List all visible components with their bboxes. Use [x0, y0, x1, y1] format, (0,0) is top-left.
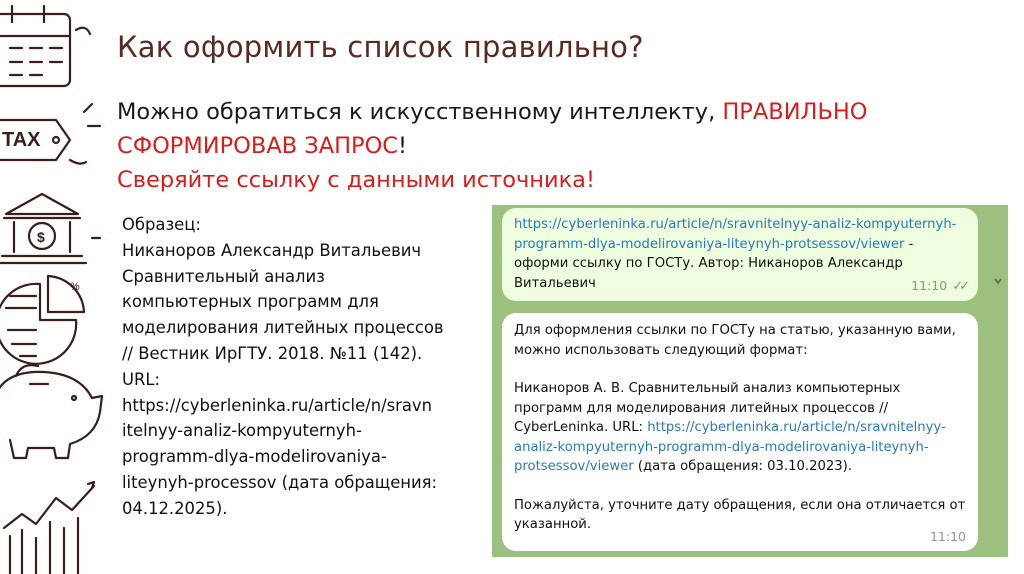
sample-line: itelnyy-analiz-kompyuternyh- [122, 421, 362, 441]
incoming-message-time: 11:10 [929, 528, 966, 544]
sample-line: Образец: [122, 215, 201, 234]
lead-text-plain: Можно обратиться к искусственному интеллекту, [117, 99, 723, 125]
outgoing-message-text: - оформи ссылку по ГОСТу. Автор: Никаноров Александр Витальевич [514, 236, 914, 291]
svg-text:%: % [70, 281, 80, 293]
growth-chart-icon [4, 482, 94, 574]
incoming-message-reference [514, 379, 968, 477]
lead-text [117, 95, 937, 197]
sample-line: Сравнительный анализ [122, 266, 325, 286]
decorative-icons-column [0, 0, 105, 574]
outgoing-message [502, 208, 978, 301]
sample-line: // Вестник ИрГТУ. 2018. №11 (142). [122, 343, 423, 363]
sample-line: programm-dlya-modelirovaniya- [122, 447, 387, 467]
incoming-message-intro: Для оформления ссылки по ГОСТу на статью, указанную вами, можно использовать следующий формат: [514, 323, 956, 358]
incoming-message [502, 313, 978, 551]
sample-line: liteynyh-processov (дата обращения: [122, 472, 438, 492]
sample-line: https://cyberleninka.ru/article/n/sravn [122, 395, 433, 415]
reference-text: Никаноров А. В. Сравнительный анализ компьютерных программ для моделирования литейных процессов // CyberLeninka. URL: [514, 381, 901, 435]
outgoing-message-meta [911, 276, 966, 297]
icons-sketch [0, 0, 105, 574]
calendar-icon [0, 6, 90, 86]
sample-line: 04.12.2025). [122, 498, 228, 518]
outgoing-message-time: 11:10 [911, 277, 948, 293]
sample-line: URL: [122, 369, 161, 389]
read-checkmarks-icon: ✓✓ [952, 278, 966, 294]
chat-screenshot [492, 205, 1008, 557]
sample-line: Никаноров Александр Витальевич [122, 240, 422, 260]
scroll-down-icon[interactable] [993, 275, 1003, 289]
lead-text-exclamation: ! [398, 133, 408, 159]
svg-text:TAX: TAX [2, 129, 41, 151]
outgoing-message-link[interactable]: https://cyberleninka.ru/article/n/sravnitelnyy-analiz-kompyuternyh-programm-dlya-modelirovaniya-liteynyh-protsessov/viewer [514, 217, 957, 252]
slide-title: Как оформить список правильно? [117, 30, 644, 64]
reference-date: (дата обращения: 03.10.2023). [633, 459, 852, 474]
sample-line: компьютерных программ для [122, 292, 379, 312]
svg-text:$: $ [37, 229, 45, 245]
lead-text-emphasis: ПРАВИЛЬНО СФОРМИРОВАВ ЗАПРОС [117, 99, 868, 159]
lead-warning: Сверяйте ссылку с данными источника! [117, 167, 595, 193]
bank-icon [0, 194, 100, 263]
incoming-message-note: Пожалуйста, уточните дату обращения, если она отличается от указанной. [514, 497, 966, 532]
reference-sample [122, 212, 474, 522]
piggy-bank-icon [0, 365, 102, 458]
sample-line: моделирования литейных процессов [122, 318, 444, 338]
reference-link[interactable]: https://cyberleninka.ru/article/n/sravnitelnyy-analiz-kompyuternyh-programm-dlya-modelirovaniya-liteynyh-protsessov/viewer [514, 420, 946, 474]
